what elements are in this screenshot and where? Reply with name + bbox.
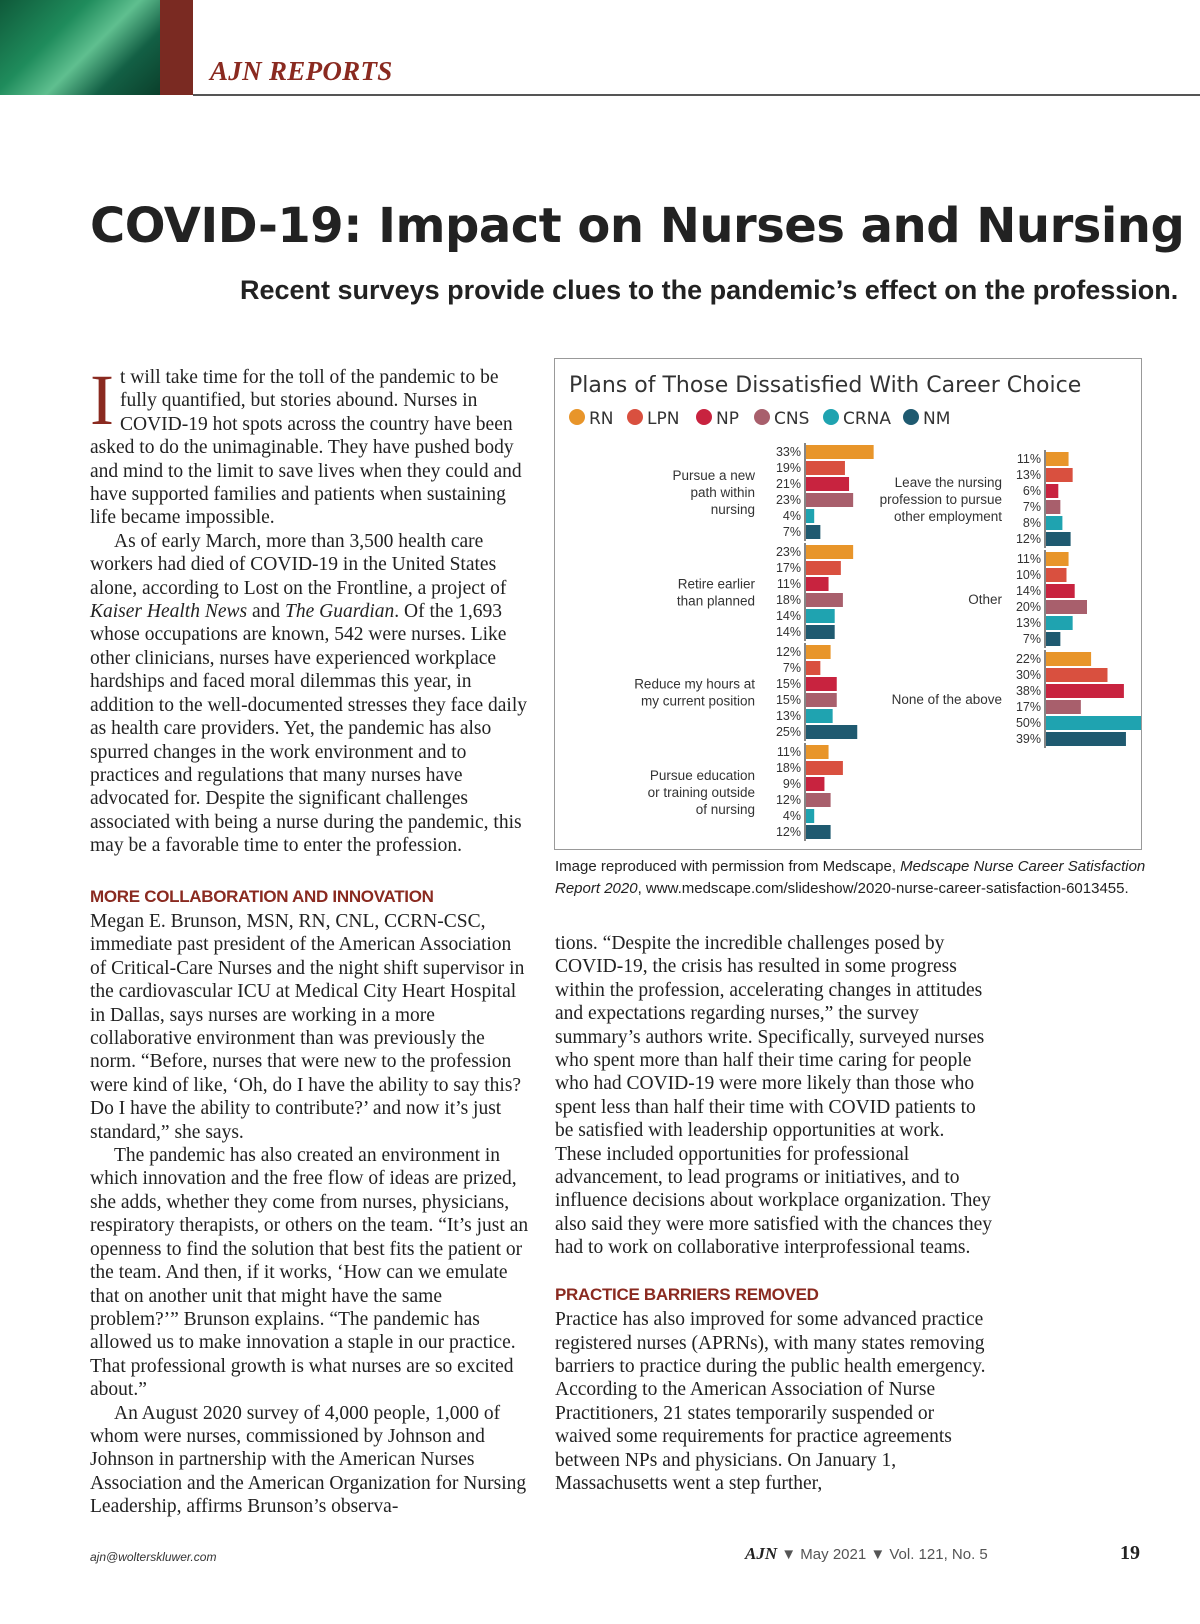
column-1-intro [90, 360, 530, 858]
bar-0-cns [806, 493, 853, 507]
footer-email: ajn@wolterskluwer.com [90, 1550, 217, 1564]
group-label-5-line-0: Other [968, 592, 1002, 607]
chart-figure [554, 358, 1142, 850]
group-label-3-line-1: or training outside [647, 785, 755, 800]
value-label-6-lpn: 30% [1015, 668, 1041, 682]
bar-1-np [806, 577, 829, 591]
group-label-2-line-0: Reduce my hours at [634, 676, 755, 692]
article-subtitle: Recent surveys provide clues to the pandemic’s effect on the profession. [240, 275, 1179, 305]
bar-2-rn [806, 645, 831, 659]
group-label-4-line-2: other employment [893, 509, 1002, 524]
bar-6-rn [1046, 652, 1091, 666]
value-label-3-rn: 11% [776, 745, 801, 759]
bar-6-np [1046, 684, 1124, 698]
value-label-3-lpn: 18% [775, 761, 801, 775]
drop-cap: I [90, 360, 114, 440]
bar-4-nm [1046, 532, 1071, 546]
legend-marker-nm [903, 409, 919, 425]
heading-collaboration: MORE COLLABORATION AND INNOVATION [90, 887, 434, 906]
value-label-4-cns: 7% [1022, 500, 1041, 514]
legend-label-crna: CRNA [843, 409, 892, 429]
bar-6-crna [1046, 716, 1141, 730]
group-label-4-line-1: profession to pursue [879, 492, 1002, 507]
section-label: AJN REPORTS [210, 56, 393, 86]
legend-label-np: NP [716, 409, 739, 429]
paragraph-6: tions. “Despite the incredible challenges posed by COVID-19, the crisis has resulted in some progress within the profession, accelerating changes in attitudes and expectations regarding nurses,” the survey summary’s authors write. Specifically, surveyed nurses who spent more than half their time caring for people who had COVID-19 were more likely than those who spent less than half their time with COVID patients to be satisfied with leadership opportunities at work. These included opportunities for professional advancement, to lead programs or initiatives, and to influence decisions about workplace organization. They also said they were more satisfied with the chances they had to work on collaborative interprofessional teams. [555, 933, 992, 1259]
paragraph-1 [90, 360, 530, 530]
value-label-5-np: 14% [1015, 584, 1041, 598]
group-label-1-line-0: Retire earlier [677, 576, 755, 592]
group-label-2-line-1: my current position [640, 693, 755, 709]
header-corner-photo [0, 0, 160, 95]
footer-journal: AJN [745, 1544, 778, 1563]
legend-label-nm: NM [923, 409, 951, 429]
bar-4-cns [1046, 500, 1060, 514]
value-label-3-nm: 12% [775, 825, 801, 839]
value-label-6-cns: 17% [1015, 700, 1041, 714]
caption-post: , www.medscape.com/slideshow/2020-nurse-career-satisfaction-6013455. [637, 880, 1129, 897]
value-label-4-nm: 12% [1015, 532, 1041, 546]
bar-5-lpn [1046, 568, 1067, 582]
article-title: COVID-19: Impact on Nurses and Nursing [90, 198, 1185, 254]
bar-1-lpn [806, 561, 841, 575]
value-label-2-rn: 12% [775, 645, 801, 659]
bar-5-rn [1046, 552, 1069, 566]
column-2 [555, 932, 995, 1495]
group-label-0-line-0: Pursue a new [672, 468, 755, 483]
bar-0-nm [806, 525, 820, 539]
value-label-4-np: 6% [1022, 484, 1041, 498]
bar-1-cns [806, 593, 843, 607]
caption-italic: Medscape Nurse Career Satisfaction Report 2020 [555, 858, 1146, 897]
group-label-1-line-1: than planned [676, 593, 755, 609]
legend-label-rn: RN [589, 409, 614, 429]
paragraph-5: An August 2020 survey of 4,000 people, 1,000 of whom were nurses, commissioned by Johnson and Johnson in partnership with the American Nurses Association and the American Organization for Nursing Leadership, affirms Brunson’s observa- [90, 1402, 527, 1518]
value-label-1-nm: 14% [775, 625, 801, 639]
p2-part-b: and [247, 601, 285, 623]
value-label-4-rn: 11% [1016, 452, 1041, 466]
value-label-1-crna: 14% [775, 609, 801, 623]
bar-3-nm [806, 825, 831, 839]
group-label-0-line-2: nursing [710, 502, 755, 517]
value-label-6-np: 38% [1015, 684, 1041, 698]
value-label-4-lpn: 13% [1015, 468, 1041, 482]
bar-2-cns [806, 693, 837, 707]
chart-svg [555, 359, 1141, 849]
value-label-6-crna: 50% [1015, 716, 1041, 730]
bar-1-rn [806, 545, 853, 559]
paragraph-2 [90, 530, 530, 858]
bar-0-crna [806, 509, 814, 523]
bar-6-cns [1046, 700, 1081, 714]
legend-marker-rn [569, 409, 585, 425]
footer-issue-text: ▼ May 2021 ▼ Vol. 121, No. 5 [781, 1546, 988, 1563]
bar-5-crna [1046, 616, 1073, 630]
figure-caption [555, 856, 1155, 900]
bar-3-rn [806, 745, 829, 759]
group-label-4-line-0: Leave the nursing [894, 475, 1002, 490]
value-label-5-rn: 11% [1016, 552, 1041, 566]
bar-2-crna [806, 709, 833, 723]
value-label-1-rn: 23% [775, 545, 801, 559]
bar-3-cns [806, 793, 831, 807]
bar-0-rn [806, 445, 874, 459]
value-label-0-np: 21% [775, 477, 801, 491]
paragraph-1-text: t will take time for the toll of the pandemic to be fully quantified, but stories abound. Nurses in COVID-19 hot spots across the country have been asked to do the unimaginable. They have pushed body and mind to the limit to save lives when they could and have supported families and patients when sustaining life became impossible. [90, 367, 522, 529]
paragraph-3: Megan E. Brunson, MSN, RN, CNL, CCRN-CSC, immediate past president of the American Association of Critical-Care Nurses and the night shift supervisor in the cardiovascular ICU at Medical City Heart Hospital in Dallas, says nurses are working in a more collaborative environment than was previously the norm. “Before, nurses that were new to the profession were kind of like, ‘Oh, do I have the ability to say this? Do I have the ability to contribute?’ and now it’s just standard,” she says. [90, 911, 525, 1143]
value-label-3-np: 9% [782, 777, 801, 791]
value-label-1-lpn: 17% [775, 561, 801, 575]
value-label-2-nm: 25% [775, 725, 801, 739]
bar-3-np [806, 777, 824, 791]
caption-pre: Image reproduced with permission from Medscape, [555, 858, 901, 875]
value-label-0-cns: 23% [775, 493, 801, 507]
page-number: 19 [1120, 1542, 1140, 1564]
column-1-body [90, 910, 530, 1519]
value-label-6-rn: 22% [1015, 652, 1041, 666]
value-label-5-lpn: 10% [1015, 568, 1041, 582]
value-label-0-rn: 33% [775, 445, 801, 459]
value-label-5-cns: 20% [1015, 600, 1041, 614]
bar-4-crna [1046, 516, 1062, 530]
paragraph-4: The pandemic has also created an environment in which innovation and the free flow of ideas are prized, she adds, whether they come from nurses, physicians, respiratory therapists, or others on the team. “It’s just an openness to find the solution that best fits the patient or the team. And then, if it works, ‘How can we emulate that on another unit that might have the same problem?’” Brunson explains. “The pandemic has allowed us to make innovation a staple in our practice. That professional growth is what nurses are so excited about.” [90, 1145, 529, 1401]
header-rule [193, 94, 1200, 96]
value-label-2-np: 15% [775, 677, 801, 691]
legend-marker-crna [823, 409, 839, 425]
legend-marker-cns [754, 409, 770, 425]
value-label-3-crna: 4% [782, 809, 801, 823]
value-label-3-cns: 12% [775, 793, 801, 807]
bar-5-np [1046, 584, 1075, 598]
heading-barriers: PRACTICE BARRIERS REMOVED [555, 1284, 819, 1304]
legend-label-lpn: LPN [647, 409, 680, 429]
p2-part-c: . Of the 1,693 whose occupations are known, 542 were nurses. Like other clinicians, nurses have experienced workplace hardships and faced moral dilemmas this year, in addition to the well-documented stresses they face daily as health care providers. Yet, the pandemic has also spurred changes in the work environment and to practices and regulations that many nurses have advocated for. Despite the significant challenges associated with being a nurse during the pandemic, this may be a favorable time to enter the profession. [90, 601, 527, 857]
legend-label-cns: CNS [774, 409, 810, 429]
chart-title: Plans of Those Dissatisfied With Career Choice [569, 373, 1082, 398]
value-label-1-np: 11% [776, 577, 801, 591]
bar-2-nm [806, 725, 857, 739]
group-label-3-line-0: Pursue education [649, 768, 755, 783]
value-label-2-lpn: 7% [782, 661, 801, 675]
footer-issue [745, 1544, 988, 1564]
value-label-0-nm: 7% [782, 525, 801, 539]
bar-0-np [806, 477, 849, 491]
group-label-6-line-0: None of the above [891, 692, 1002, 707]
p2-part-a: As of early March, more than 3,500 health care workers had died of COVID-19 in the United States alone, according to Lost on the Frontline, a project of [90, 530, 507, 599]
value-label-0-lpn: 19% [775, 461, 801, 475]
value-label-0-crna: 4% [782, 509, 801, 523]
bar-2-np [806, 677, 837, 691]
value-label-6-nm: 39% [1015, 732, 1041, 746]
bar-1-crna [806, 609, 835, 623]
value-label-2-crna: 13% [775, 709, 801, 723]
bar-3-crna [806, 809, 814, 823]
value-label-5-crna: 13% [1015, 616, 1041, 630]
value-label-4-crna: 8% [1022, 516, 1041, 530]
value-label-5-nm: 7% [1022, 632, 1041, 646]
value-label-2-cns: 15% [775, 693, 801, 707]
legend-marker-lpn [627, 409, 643, 425]
group-label-0-line-1: path within [690, 485, 755, 500]
value-label-1-cns: 18% [775, 593, 801, 607]
legend-marker-np [696, 409, 712, 425]
bar-2-lpn [806, 661, 820, 675]
bar-0-lpn [806, 461, 845, 475]
bar-4-np [1046, 484, 1058, 498]
group-label-3-line-2: of nursing [695, 802, 755, 817]
paragraph-7: Practice has also improved for some advanced practice registered nurses (APRNs), with many states removing barriers to practice during the public health emergency. According to the American Association of Nurse Practitioners, 21 states temporarily suspended or waived some requirements for practice agreements between NPs and physicians. On January 1, Massachusetts went a step further, [555, 1309, 986, 1494]
bar-6-lpn [1046, 668, 1108, 682]
p2-italic-kaiser: Kaiser Health News [90, 601, 248, 623]
bar-5-cns [1046, 600, 1087, 614]
p2-italic-guardian: The Guardian [285, 601, 395, 623]
bar-3-lpn [806, 761, 843, 775]
bar-6-nm [1046, 732, 1126, 746]
bar-5-nm [1046, 632, 1060, 646]
bar-4-rn [1046, 452, 1069, 466]
bar-1-nm [806, 625, 835, 639]
bar-4-lpn [1046, 468, 1073, 482]
